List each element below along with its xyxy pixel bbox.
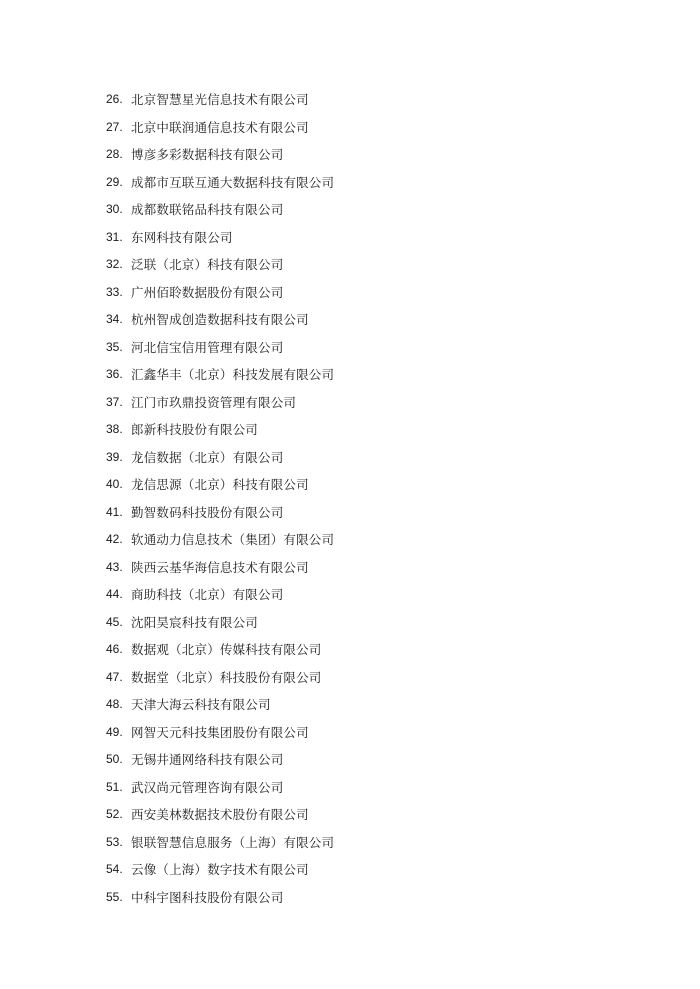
item-number: 55. [106, 889, 123, 904]
company-list [106, 86, 334, 911]
item-number: 46. [106, 642, 123, 656]
list-item [106, 884, 334, 912]
list-item [106, 691, 334, 719]
company-name: 汇鑫华丰（北京）科技发展有限公司 [131, 367, 335, 382]
item-number: 44. [106, 587, 123, 601]
list-item [106, 361, 334, 389]
item-number: 31. [106, 229, 123, 244]
list-item [106, 719, 334, 747]
item-number: 28. [106, 147, 123, 161]
company-name: 勤智数码科技股份有限公司 [131, 504, 284, 520]
company-name: 东网科技有限公司 [131, 229, 233, 245]
company-name: 中科宇图科技股份有限公司 [131, 889, 284, 905]
item-number: 42. [106, 532, 123, 546]
company-name: 郎新科技股份有限公司 [131, 422, 259, 437]
company-name: 陕西云基华海信息技术有限公司 [131, 559, 309, 575]
company-name: 江门市玖鼎投资管理有限公司 [131, 394, 297, 410]
list-item [106, 279, 334, 307]
list-item [106, 609, 334, 637]
company-name: 河北信宝信用管理有限公司 [131, 339, 284, 355]
list-item [106, 416, 334, 444]
company-name: 商助科技（北京）有限公司 [131, 587, 284, 602]
company-name: 数据堂（北京）科技股份有限公司 [131, 669, 322, 685]
list-item [106, 774, 334, 802]
item-number: 29. [106, 174, 123, 189]
company-name: 成都市互联互通大数据科技有限公司 [131, 174, 335, 190]
item-number: 27. [106, 119, 123, 134]
item-number: 34. [106, 312, 123, 326]
item-number: 53. [106, 834, 123, 849]
item-number: 41. [106, 504, 123, 519]
list-item [106, 141, 334, 169]
company-name: 博彦多彩数据科技有限公司 [131, 147, 284, 162]
company-name: 北京智慧星光信息技术有限公司 [131, 92, 309, 107]
item-number: 48. [106, 697, 123, 711]
company-name: 泛联（北京）科技有限公司 [131, 257, 284, 272]
item-number: 50. [106, 752, 123, 766]
company-name: 龙信思源（北京）科技有限公司 [131, 477, 309, 492]
item-number: 30. [106, 202, 123, 216]
list-item [106, 554, 334, 582]
item-number: 36. [106, 367, 123, 381]
list-item [106, 251, 334, 279]
company-name: 网智天元科技集团股份有限公司 [131, 724, 309, 740]
list-item [106, 636, 334, 664]
company-name: 北京中联润通信息技术有限公司 [131, 119, 309, 135]
company-name: 云像（上海）数字技术有限公司 [131, 862, 309, 877]
item-number: 35. [106, 339, 123, 354]
list-item [106, 334, 334, 362]
company-name: 沈阳昊宸科技有限公司 [131, 614, 259, 630]
list-item [106, 196, 334, 224]
company-name: 银联智慧信息服务（上海）有限公司 [131, 834, 335, 850]
company-name: 龙信数据（北京）有限公司 [131, 449, 284, 465]
list-item [106, 471, 334, 499]
company-name: 西安美林数据技术股份有限公司 [131, 807, 309, 822]
company-name: 杭州智成创造数据科技有限公司 [131, 312, 309, 327]
item-number: 54. [106, 862, 123, 876]
list-item [106, 114, 334, 142]
list-item [106, 829, 334, 857]
item-number: 32. [106, 257, 123, 271]
item-number: 39. [106, 449, 123, 464]
item-number: 43. [106, 559, 123, 574]
list-item [106, 746, 334, 774]
company-name: 天津大海云科技有限公司 [131, 697, 271, 712]
company-name: 数据观（北京）传媒科技有限公司 [131, 642, 322, 657]
company-name: 成都数联铭品科技有限公司 [131, 202, 284, 217]
list-item [106, 801, 334, 829]
item-number: 49. [106, 724, 123, 739]
company-name: 广州佰聆数据股份有限公司 [131, 284, 284, 300]
company-name: 软通动力信息技术（集团）有限公司 [131, 532, 335, 547]
list-item [106, 444, 334, 472]
company-name: 无锡井通网络科技有限公司 [131, 752, 284, 767]
item-number: 40. [106, 477, 123, 491]
list-item [106, 856, 334, 884]
item-number: 33. [106, 284, 123, 299]
item-number: 37. [106, 394, 123, 409]
item-number: 26. [106, 92, 123, 106]
company-name: 武汉尚元管理咨询有限公司 [131, 779, 284, 795]
list-item [106, 526, 334, 554]
item-number: 52. [106, 807, 123, 821]
list-item [106, 306, 334, 334]
item-number: 45. [106, 614, 123, 629]
list-item [106, 86, 334, 114]
list-item [106, 389, 334, 417]
list-item [106, 581, 334, 609]
item-number: 47. [106, 669, 123, 684]
list-item [106, 664, 334, 692]
list-item [106, 169, 334, 197]
item-number: 51. [106, 779, 123, 794]
list-item [106, 224, 334, 252]
list-item [106, 499, 334, 527]
item-number: 38. [106, 422, 123, 436]
